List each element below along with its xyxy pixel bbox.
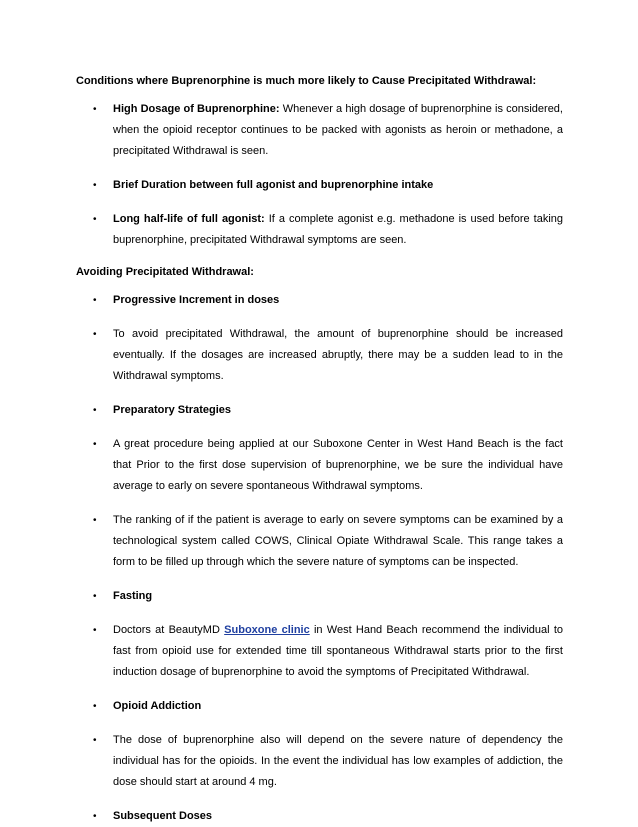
bullet-icon: • <box>93 701 97 712</box>
list-item <box>76 290 563 311</box>
list-item <box>76 510 563 573</box>
item-text-before: Doctors at BeautyMD <box>113 624 225 636</box>
list-item <box>76 324 563 387</box>
bullet-icon: • <box>93 295 97 306</box>
bullet-icon: • <box>93 214 97 225</box>
list-item <box>76 586 563 607</box>
item-lead: Brief Duration between full agonist and buprenorphine intake <box>113 179 434 191</box>
list-item <box>76 209 563 251</box>
section-heading-avoiding: Avoiding Precipitated Withdrawal: <box>76 266 254 278</box>
list-item <box>76 400 563 421</box>
bullet-icon: • <box>93 405 97 416</box>
item-text-after: in West Hand Beach recommend the individual to fast from opioid use for extended time till spontaneous Withdrawal starts prior to the first induction dosage of buprenorphine to avoid the symptoms of Precipitated Withdrawal. <box>113 624 564 678</box>
avoiding-list <box>76 290 563 827</box>
bullet-icon: • <box>93 735 97 746</box>
list-item <box>76 806 563 827</box>
bullet-icon: • <box>93 439 97 450</box>
item-lead: Subsequent Doses <box>113 810 213 822</box>
bullet-icon: • <box>93 625 97 636</box>
item-lead: Fasting <box>113 590 153 602</box>
item-text: The dose of buprenorphine also will depend on the severe nature of dependency the individual has for the opioids. In the event the individual has low examples of addiction, the dose should start at around 4 mg. <box>113 734 563 788</box>
item-lead: Progressive Increment in doses <box>113 294 280 306</box>
item-text: The ranking of if the patient is average to early on severe symptoms can be examined by a technological system called COWS, Clinical Opiate Withdrawal Scale. This range takes a form to be filled up through which the severe nature of symptoms can be inspected. <box>113 514 563 568</box>
list-item <box>76 99 563 162</box>
list-item <box>76 730 563 793</box>
list-item <box>76 696 563 717</box>
conditions-list <box>76 99 563 251</box>
bullet-icon: • <box>93 329 97 340</box>
list-item <box>76 620 563 683</box>
suboxone-clinic-link[interactable]: Suboxone clinic <box>224 624 310 636</box>
item-text: To avoid precipitated Withdrawal, the amount of buprenorphine should be increased eventually. If the dosages are increased abruptly, there may be a sudden lead to in the Withdrawal symptoms. <box>113 328 563 382</box>
item-lead: High Dosage of Buprenorphine: <box>113 103 280 115</box>
bullet-icon: • <box>93 104 97 115</box>
item-lead: Long half-life of full agonist: <box>113 213 265 225</box>
bullet-icon: • <box>93 515 97 526</box>
section-heading-conditions: Conditions where Buprenorphine is much more likely to Cause Precipitated Withdrawal: <box>76 75 537 87</box>
bullet-icon: • <box>93 180 97 191</box>
item-lead: Opioid Addiction <box>113 700 202 712</box>
item-text: Whenever a high dosage of buprenorphine is considered, when the opioid receptor continues to be packed with agonists as heroin or methadone, a precipitated Withdrawal is seen. <box>113 103 563 157</box>
list-item <box>76 434 563 497</box>
bullet-icon: • <box>93 591 97 602</box>
bullet-icon: • <box>93 811 97 822</box>
item-lead: Preparatory Strategies <box>113 404 231 416</box>
item-text: If a complete agonist e.g. methadone is used before taking buprenorphine, precipitated Withdrawal symptoms are seen. <box>113 213 563 246</box>
item-text: A great procedure being applied at our Suboxone Center in West Hand Beach is the fact that Prior to the first dose supervision of buprenorphine, we be sure the individual have average to early on severe spontaneous Withdrawal symptoms. <box>113 438 563 492</box>
list-item <box>76 175 563 196</box>
